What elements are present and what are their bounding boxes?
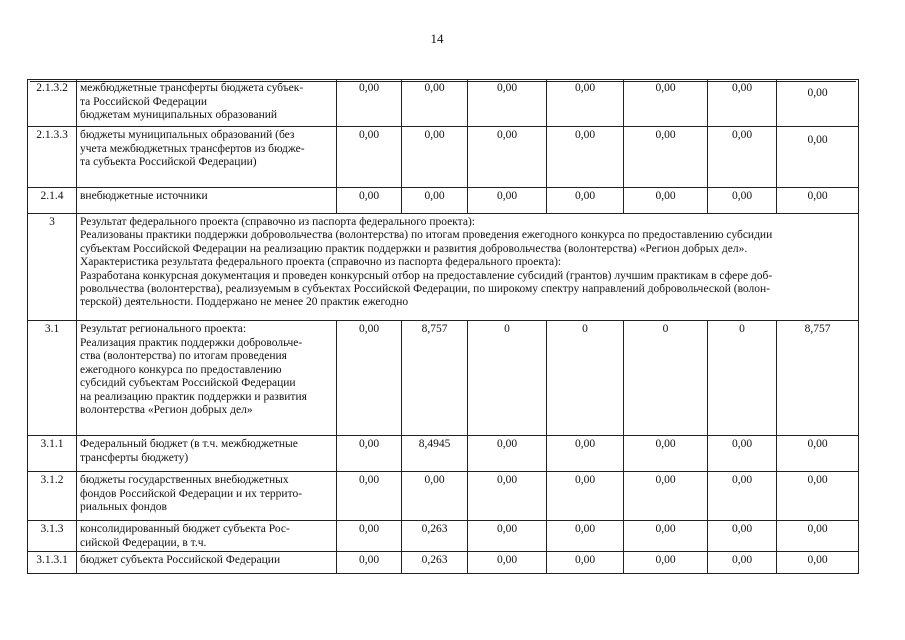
row-name-line: бюджетам муниципальных образований: [80, 109, 278, 121]
value-cell: 0,00: [624, 436, 708, 472]
table-row: [28, 214, 859, 321]
row-code: 3: [28, 214, 77, 321]
value-cell: 0,00: [468, 521, 547, 552]
row-name-line: Реализация практик поддержки добровольче-: [80, 336, 303, 349]
value-cell: 0,00: [468, 552, 547, 574]
table-row: [28, 521, 859, 552]
federal-project-result: [77, 214, 859, 321]
value-cell: 0,00: [777, 80, 859, 127]
page-number: 14: [430, 31, 444, 46]
value-cell: 0,00: [402, 127, 468, 188]
value-cell: 0,00: [708, 80, 777, 127]
value-cell: 8,4945: [402, 436, 468, 472]
value-cell: 0,00: [777, 188, 859, 214]
row-name: [77, 436, 337, 472]
value-cell: 0,00: [547, 80, 624, 127]
value-cell: 0,00: [547, 521, 624, 552]
row-code: 3.1: [28, 321, 77, 436]
table-row: [28, 321, 859, 436]
value-cell: 0: [708, 321, 777, 436]
value-cell: 0,263: [402, 552, 468, 574]
budget-table: [27, 79, 859, 574]
row-name-line: фондов Российской Федерации и их террито-: [80, 487, 303, 500]
row-name-line: на реализацию практик поддержки и развития: [80, 390, 307, 403]
row-name-line: бюджет субъекта Российской Федерации: [80, 554, 281, 566]
row-name: [77, 127, 337, 188]
result-line: терской) деятельности. Поддержано не менее 20 практик ежегодно: [80, 296, 409, 309]
value-cell: 0: [624, 321, 708, 436]
row-name-line: межбюджетные трансферты бюджета субъек-: [80, 82, 304, 94]
result-line: Результат федерального проекта (справочно из паспорта федерального проекта):: [80, 216, 475, 228]
row-name-line: ства (волонтерства) по итогам проведения: [80, 350, 287, 362]
value-cell: 0,00: [337, 127, 402, 188]
value-cell: 0,00: [777, 521, 859, 552]
value-cell: 0,00: [547, 436, 624, 472]
value-cell: 0,00: [468, 472, 547, 521]
table-row: [28, 552, 859, 574]
value-cell: 0,00: [547, 127, 624, 188]
row-name: [77, 321, 337, 436]
result-line: Разработана конкурсная документация и проведен конкурсный отбор на предоставление субсидий (грантов) лучшим практикам в сфере доб-: [80, 269, 773, 282]
value-cell: 0,00: [337, 321, 402, 436]
row-name-line: Результат регионального проекта:: [80, 323, 247, 335]
row-name: [77, 472, 337, 521]
value-cell: 0,00: [468, 127, 547, 188]
row-code: 3.1.3.1: [28, 552, 77, 574]
value-cell: 0,00: [708, 127, 777, 188]
value-cell: 0,00: [337, 436, 402, 472]
value-cell: 0,263: [402, 521, 468, 552]
row-name-line: сийской Федерации, в т.ч.: [80, 536, 207, 549]
result-line: Реализованы практики поддержки добровольчества (волонтерства) по итогам проведения ежегодного конкурса по предоставлению субсидии: [80, 229, 773, 242]
value-cell: 0: [468, 321, 547, 436]
row-name-line: бюджеты государственных внебюджетных: [80, 474, 289, 486]
value-cell: 0,00: [337, 188, 402, 214]
value-cell: 0,00: [777, 472, 859, 521]
row-name-line: трансферты бюджету): [80, 451, 189, 464]
row-code: 2.1.4: [28, 188, 77, 214]
row-name: [77, 80, 337, 127]
result-line: ровольчества (волонтерства), реализуемым в субъектах Российской Федерации, по широкому спектру направлений добровольческой (волон-: [80, 283, 770, 296]
value-cell: 0,00: [624, 188, 708, 214]
table-row: [28, 80, 859, 127]
value-cell: 0,00: [777, 552, 859, 574]
row-name-line: бюджеты муниципальных образований (без: [80, 129, 295, 141]
value-cell: 0,00: [624, 552, 708, 574]
value-cell: 0,00: [402, 80, 468, 127]
row-code: 3.1.3: [28, 521, 77, 552]
value-cell: 0,00: [547, 552, 624, 574]
table-row: [28, 127, 859, 188]
row-name-line: волонтерства «Регион добрых дел»: [80, 404, 253, 416]
value-cell: 0,00: [468, 436, 547, 472]
row-code: 2.1.3.3: [28, 127, 77, 188]
row-name: [77, 521, 337, 552]
row-name-line: субсидий субъектам Российской Федерации: [80, 377, 296, 389]
row-code: 3.1.2: [28, 472, 77, 521]
value-cell: 0,00: [624, 472, 708, 521]
row-name-line: консолидированный бюджет субъекта Рос-: [80, 523, 290, 535]
value-cell: 0,00: [708, 436, 777, 472]
value-cell: 8,757: [777, 321, 859, 436]
result-line: субъектам Российской Федерации на реализацию практик поддержки и развития добровольчества (волонтерства) «Регион добрых дел».: [80, 242, 748, 255]
value-cell: 0,00: [708, 521, 777, 552]
value-cell: 0,00: [547, 188, 624, 214]
value-cell: 0,00: [708, 472, 777, 521]
row-name-line: та субъекта Российской Федерации): [80, 156, 257, 168]
value-cell: 0,00: [547, 472, 624, 521]
value-cell: 0,00: [624, 521, 708, 552]
value-cell: 0,00: [777, 436, 859, 472]
table-row: [28, 472, 859, 521]
row-code: 2.1.3.2: [28, 80, 77, 127]
value-cell: 0,00: [468, 80, 547, 127]
value-cell: 0,00: [337, 521, 402, 552]
value-cell: 0,00: [468, 188, 547, 214]
table-row: [28, 188, 859, 214]
value-cell: 8,757: [402, 321, 468, 436]
value-cell: 0,00: [708, 188, 777, 214]
table-row: [28, 436, 859, 472]
row-name-line: внебюджетные источники: [80, 190, 208, 202]
row-name-line: ежегодного конкурса по предоставлению: [80, 363, 282, 376]
row-code: 3.1.1: [28, 436, 77, 472]
row-name: [77, 188, 337, 214]
value-cell: 0,00: [402, 188, 468, 214]
value-cell: 0,00: [624, 127, 708, 188]
value-cell: 0,00: [624, 80, 708, 127]
row-name-line: Федеральный бюджет (в т.ч. межбюджетные: [80, 438, 298, 450]
row-name-line: риальных фондов: [80, 501, 167, 513]
value-cell: 0,00: [708, 552, 777, 574]
value-cell: 0,00: [402, 472, 468, 521]
value-cell: 0,00: [337, 80, 402, 127]
value-cell: 0,00: [337, 552, 402, 574]
value-cell: 0,00: [777, 127, 859, 188]
row-name-line: учета межбюджетных трансфертов из бюдже-: [80, 142, 305, 155]
value-cell: 0: [547, 321, 624, 436]
row-name: [77, 552, 337, 574]
result-line: Характеристика результата федерального проекта (справочно из паспорта федерального проекта):: [80, 256, 562, 269]
value-cell: 0,00: [337, 472, 402, 521]
row-name-line: та Российской Федерации: [80, 95, 208, 108]
